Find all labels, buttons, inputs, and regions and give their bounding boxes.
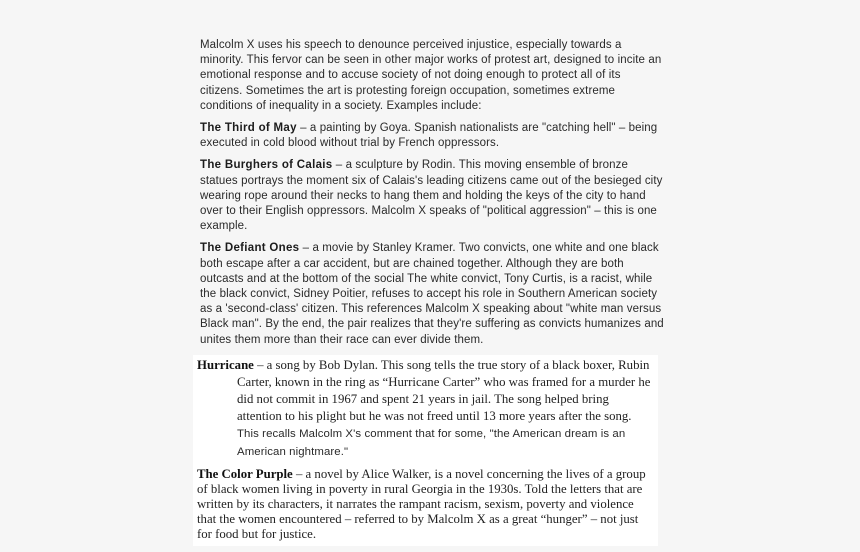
entry-body-burghers-of-calais: – a sculpture by Rodin. This moving ensemble of bronze statues portrays the moment six of Calais's leading citizens came out of the besieged city wearing rope around their necks to hang them and holding the keys of the city to hand over to their English oppressors. Malcolm X speaks of "political aggression" – this is one example. bbox=[200, 159, 663, 233]
entry-burghers-of-calais bbox=[200, 158, 664, 234]
entry-body-color-purple: – a novel by Alice Walker, is a novel concerning the lives of a group of black women living in poverty in rural Georgia in the 1930s. Told the letters that are written by its characters, it narrates the rampant racism, sexism, poverty and violence that the women encountered – referred to by Malcolm X as a great “hunger” – not just for food but for justice. bbox=[197, 466, 646, 541]
entry-body-hurricane-serif: – a song by Bob Dylan. This song tells the true story of a black boxer, Rubin Carter, known in the ring as “Hurricane Carter” who was framed for a murder he did not commit in 1967 and spent 21 years in jail. The song helped bring attention to his plight but he was not freed until 13 more years after the song. bbox=[237, 357, 651, 423]
entry-third-of-may bbox=[200, 121, 664, 151]
entry-body-third-of-may: – a painting by Goya. Spanish nationalists are "catching hell" – being executed in cold blood without trial by French oppressors. bbox=[200, 122, 658, 150]
entry-body-defiant-ones: – a movie by Stanley Kramer. Two convicts, one white and one black both escape after a car accident, but are chained together. Although they are both outcasts and at the bottom of the social The white convict, Tony Curtis, is a racist, while the black convict, Sidney Poitier, refuses to accept his role in Southern American society as a 'second-class' citizen. This references Malcolm X speaking about "white man versus Black man". By the end, the pair realizes that they're suffering as convicts humanizes and unites them more than their race can ever divide them. bbox=[200, 242, 664, 346]
text-column bbox=[197, 38, 664, 546]
entry-color-purple bbox=[197, 467, 654, 542]
white-paper-block bbox=[193, 355, 658, 546]
entry-body-hurricane-sans: This recalls Malcolm X's comment that for some, "the American dream is an American nightmare." bbox=[237, 427, 626, 458]
entry-title-color-purple: The Color Purple bbox=[197, 466, 293, 481]
entry-title-defiant-ones: The Defiant Ones bbox=[200, 242, 300, 255]
entry-hurricane bbox=[197, 357, 654, 461]
intro-paragraph bbox=[200, 38, 664, 114]
entry-title-third-of-may: The Third of May bbox=[200, 122, 297, 135]
entry-title-hurricane: Hurricane bbox=[197, 357, 254, 372]
intro-text: Malcolm X uses his speech to denounce perceived injustice, especially towards a minority. This fervor can be seen in other major works of protest art, designed to incite an emotional response and to accuse society of not doing enough to protect all of its citizens. Sometimes the art is protesting foreign occupation, sometimes extreme conditions of inequality in a society. Examples include: bbox=[200, 39, 662, 112]
entry-defiant-ones bbox=[200, 241, 664, 347]
entry-title-burghers-of-calais: The Burghers of Calais bbox=[200, 159, 333, 172]
